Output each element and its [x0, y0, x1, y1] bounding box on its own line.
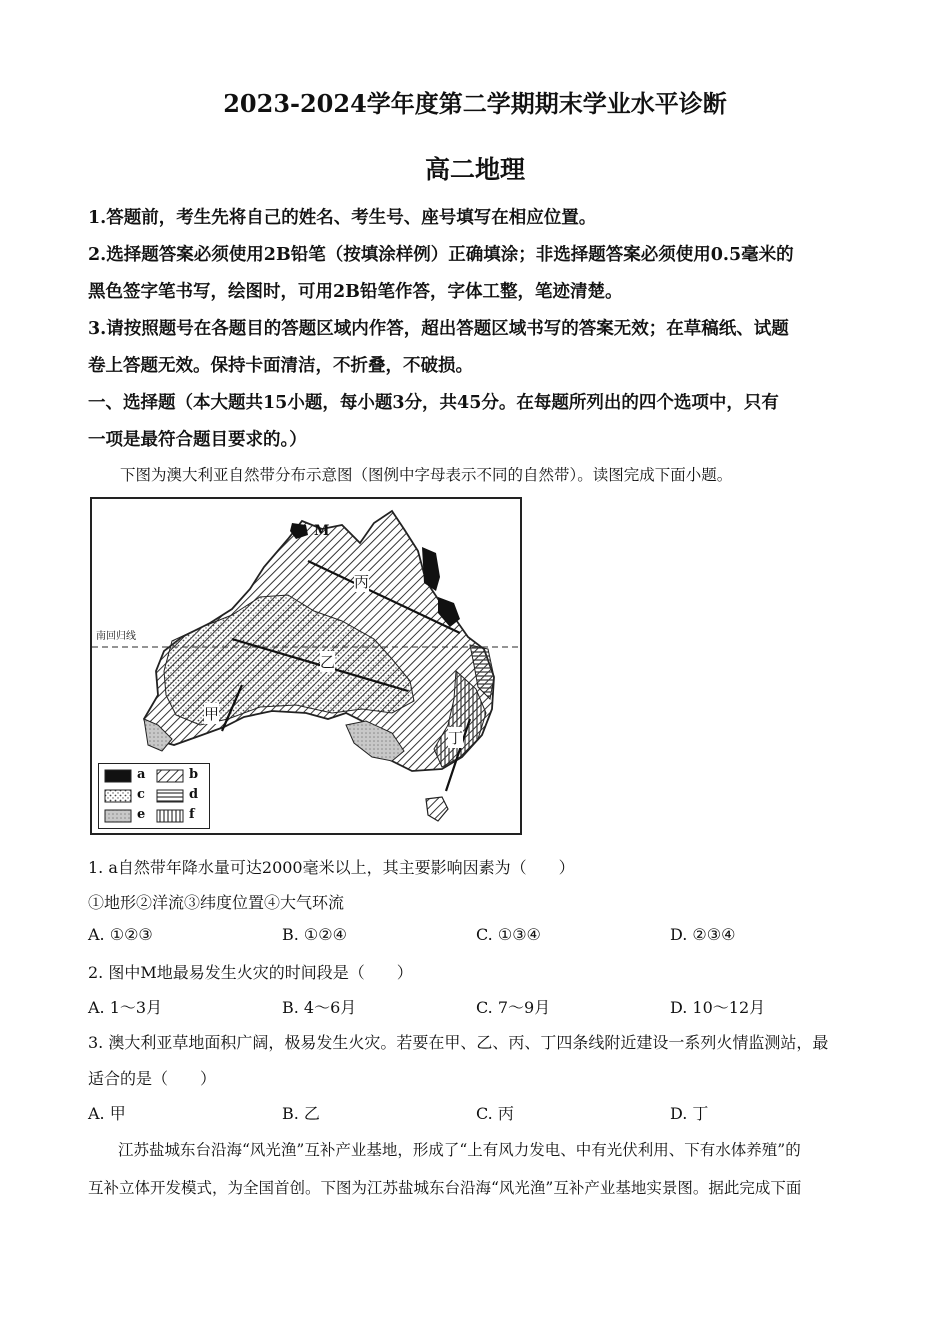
question-3-stem-line2: 适合的是（ ） — [88, 1069, 217, 1088]
question-1-note: ①地形②洋流③纬度位置④大气环流 — [88, 893, 345, 912]
legend-label-d: d — [189, 787, 199, 802]
label-tropic: 南回归线 — [96, 627, 136, 642]
label-bing: 丙 — [354, 573, 370, 591]
q1-option-d[interactable]: D. ②③④ — [670, 925, 736, 944]
question-1-stem: 1. a自然带年降水量可达2000毫米以上，其主要影响因素为（ ） — [88, 858, 575, 877]
exam-subject: 高二地理 — [424, 155, 525, 184]
australia-map-figure — [90, 497, 522, 835]
legend-label-e: e — [137, 807, 146, 822]
legend-swatch-a — [105, 770, 131, 782]
q3-option-b[interactable]: B. 乙 — [282, 1104, 320, 1123]
instruction-2a: 2.选择题答案必须使用2B铅笔（按填涂样例）正确填涂；非选择题答案必须使用0.5毫米的 — [88, 245, 794, 265]
map-legend — [98, 763, 210, 829]
q1-option-b[interactable]: B. ①②④ — [282, 925, 347, 944]
q1-option-a[interactable]: A. ①②③ — [88, 925, 153, 944]
section-heading-line2: 一项是最符合题目要求的。） — [88, 430, 307, 450]
instruction-3a: 3.请按照题号在各题目的答题区域内作答，超出答题区域书写的答案无效；在草稿纸、试题 — [88, 319, 789, 339]
q3-option-d[interactable]: D. 丁 — [670, 1104, 709, 1123]
label-m: M — [314, 523, 330, 539]
q3-option-c[interactable]: C. 丙 — [476, 1104, 514, 1123]
legend-label-c: c — [137, 787, 145, 802]
intro-2-line1: 江苏盐城东台沿海“风光渔”互补产业基地，形成了“上有风力发电、中有光伏利用、下有水体养殖”的 — [118, 1141, 801, 1159]
q2-option-d[interactable]: D. 10～12月 — [670, 998, 766, 1017]
q3-option-a[interactable]: A. 甲 — [88, 1104, 126, 1123]
legend-label-b: b — [189, 767, 199, 782]
label-jia: 甲 — [204, 705, 220, 723]
instruction-3b: 卷上答题无效。保持卡面清洁，不折叠，不破损。 — [88, 356, 473, 376]
legend-swatch-b — [157, 770, 183, 782]
q2-option-c[interactable]: C. 7～9月 — [476, 998, 551, 1017]
instruction-2b: 黑色签字笔书写，绘图时，可用2B铅笔作答，字体工整，笔迹清楚。 — [88, 282, 623, 302]
question-3-stem-line1: 3. 澳大利亚草地面积广阔，极易发生火灾。若要在甲、乙、丙、丁四条线附近建设一系列火情监测站，最 — [88, 1033, 829, 1052]
label-yi: 乙 — [320, 653, 336, 671]
exam-title: 2023-2024学年度第二学期期末学业水平诊断 — [223, 89, 727, 118]
legend-swatch-e — [105, 810, 131, 822]
legend-label-f: f — [189, 807, 195, 822]
instruction-1: 1.答题前，考生先将自己的姓名、考生号、座号填写在相应位置。 — [88, 208, 597, 228]
question-2-stem: 2. 图中M地最易发生火灾的时间段是（ ） — [88, 963, 413, 982]
intro-map: 下图为澳大利亚自然带分布示意图（图例中字母表示不同的自然带）。读图完成下面小题。 — [120, 466, 733, 484]
label-ding: 丁 — [448, 729, 464, 747]
q2-option-b[interactable]: B. 4～6月 — [282, 998, 357, 1017]
intro-2-line2: 互补立体开发模式，为全国首创。下图为江苏盐城东台沿海“风光渔”互补产业基地实景图。据此完成下面 — [88, 1179, 802, 1197]
legend-swatch-f — [157, 810, 183, 822]
legend-label-a: a — [137, 767, 146, 782]
q1-option-c[interactable]: C. ①③④ — [476, 925, 541, 944]
tasmania — [426, 797, 448, 821]
section-heading-line1: 一、选择题（本大题共15小题，每小题3分，共45分。在每题所列出的四个选项中，只有 — [88, 393, 779, 413]
legend-swatch-d — [157, 790, 183, 802]
q2-option-a[interactable]: A. 1～3月 — [88, 998, 163, 1017]
legend-swatch-c — [105, 790, 131, 802]
